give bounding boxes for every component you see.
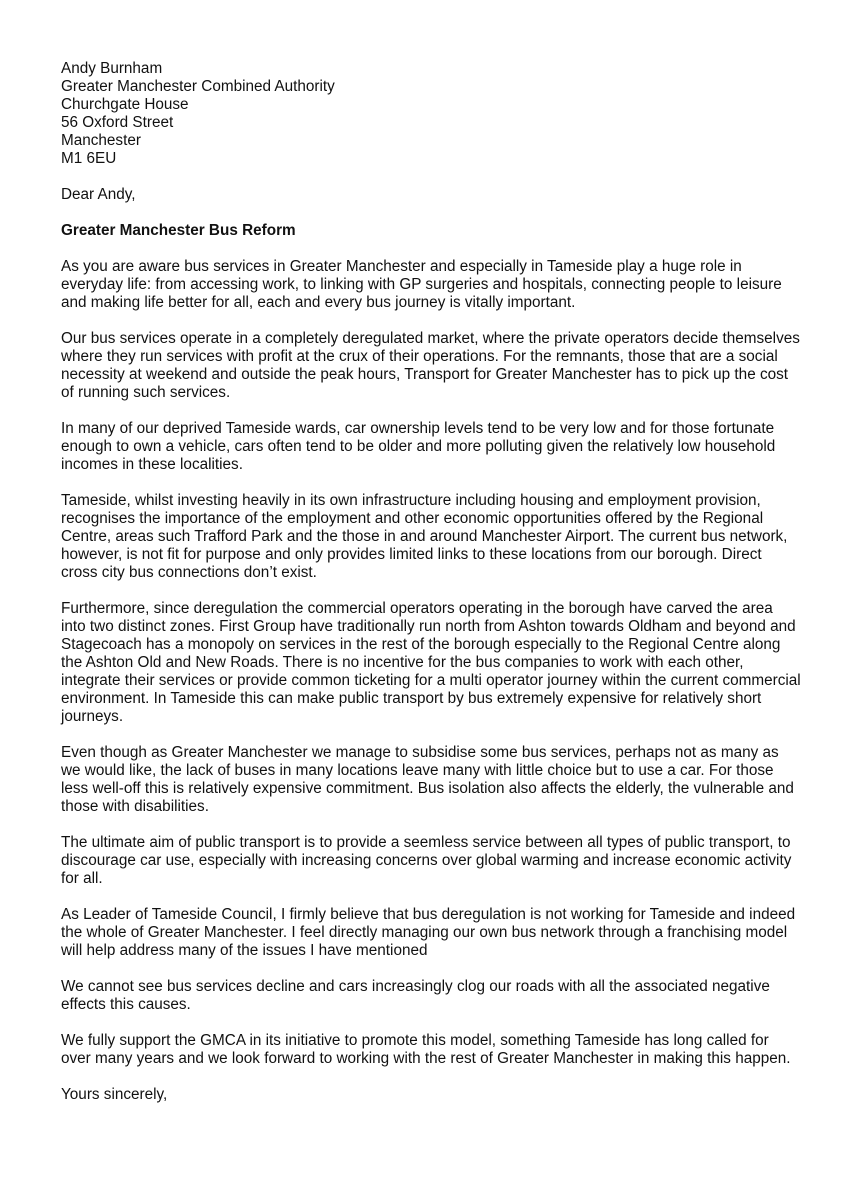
body-paragraph: Even though as Greater Manchester we manage to subsidise some bus services, perhaps not as many as we would like, the lack of buses in many locations leave many with little choice but to use a car. For those less well-off this is relatively expensive commitment. Bus isolation also affects the elderly, the vulnerable and those with disabilities. bbox=[61, 744, 794, 815]
body-paragraph: Furthermore, since deregulation the commercial operators operating in the borough have carved the area into two distinct zones. First Group have traditionally run north from Ashton towards Oldham and beyond and Stagecoach has a monopoly on services in the rest of the borough especially to the Regional Centre along the Ashton Old and New Roads. There is no incentive for the bus companies to work with each other, integrate their services or provide common ticketing for a multi operator journey within the current commercial environment. In Tameside this can make public transport by bus extremely expensive for relatively short journeys. bbox=[61, 600, 801, 725]
recipient-street: 56 Oxford Street bbox=[61, 114, 174, 131]
body-paragraph: We cannot see bus services decline and cars increasingly clog our roads with all the associated negative effects this causes. bbox=[61, 978, 770, 1013]
letter-subject: Greater Manchester Bus Reform bbox=[61, 222, 296, 239]
salutation: Dear Andy, bbox=[61, 186, 136, 203]
body-paragraph: In many of our deprived Tameside wards, car ownership levels tend to be very low and for those fortunate enough to own a vehicle, cars often tend to be older and more polluting given the relatively low household incomes in these localities. bbox=[61, 420, 776, 473]
recipient-organisation: Greater Manchester Combined Authority bbox=[61, 78, 335, 95]
body-paragraph: As you are aware bus services in Greater Manchester and especially in Tameside play a huge role in everyday life: from accessing work, to linking with GP surgeries and hospitals, connecting people to leisure and making life better for all, each and every bus journey is vitally important. bbox=[61, 258, 782, 311]
body-paragraph: Our bus services operate in a completely deregulated market, where the private operators decide themselves where they run services with profit at the crux of their operations. For the remnants, those that are a social necessity at weekend and outside the peak hours, Transport for Greater Manchester has to pick up the cost of running such services. bbox=[61, 330, 800, 401]
recipient-postcode: M1 6EU bbox=[61, 150, 117, 167]
recipient-name: Andy Burnham bbox=[61, 60, 163, 77]
recipient-address bbox=[61, 60, 801, 168]
recipient-city: Manchester bbox=[61, 132, 141, 149]
closing: Yours sincerely, bbox=[61, 1086, 168, 1103]
body-paragraph: We fully support the GMCA in its initiative to promote this model, something Tameside has long called for over many years and we look forward to working with the rest of Greater Manchester in making this happen. bbox=[61, 1032, 791, 1067]
body-paragraph: Tameside, whilst investing heavily in its own infrastructure including housing and employment provision, recognises the importance of the employment and other economic opportunities offered by the Regional Centre, areas such Trafford Park and the those in and around Manchester Airport. The current bus network, however, is not fit for purpose and only provides limited links to these locations from our borough. Direct cross city bus connections don’t exist. bbox=[61, 492, 788, 581]
body-paragraph: As Leader of Tameside Council, I firmly believe that bus deregulation is not working for Tameside and indeed the whole of Greater Manchester. I feel directly managing our own bus network through a franchising model will help address many of the issues I have mentioned bbox=[61, 906, 796, 959]
recipient-building: Churchgate House bbox=[61, 96, 189, 113]
letter-page bbox=[61, 60, 801, 1104]
body-paragraph: The ultimate aim of public transport is to provide a seemless service between all types of public transport, to discourage car use, especially with increasing concerns over global warming and increase economic activity for all. bbox=[61, 834, 792, 887]
